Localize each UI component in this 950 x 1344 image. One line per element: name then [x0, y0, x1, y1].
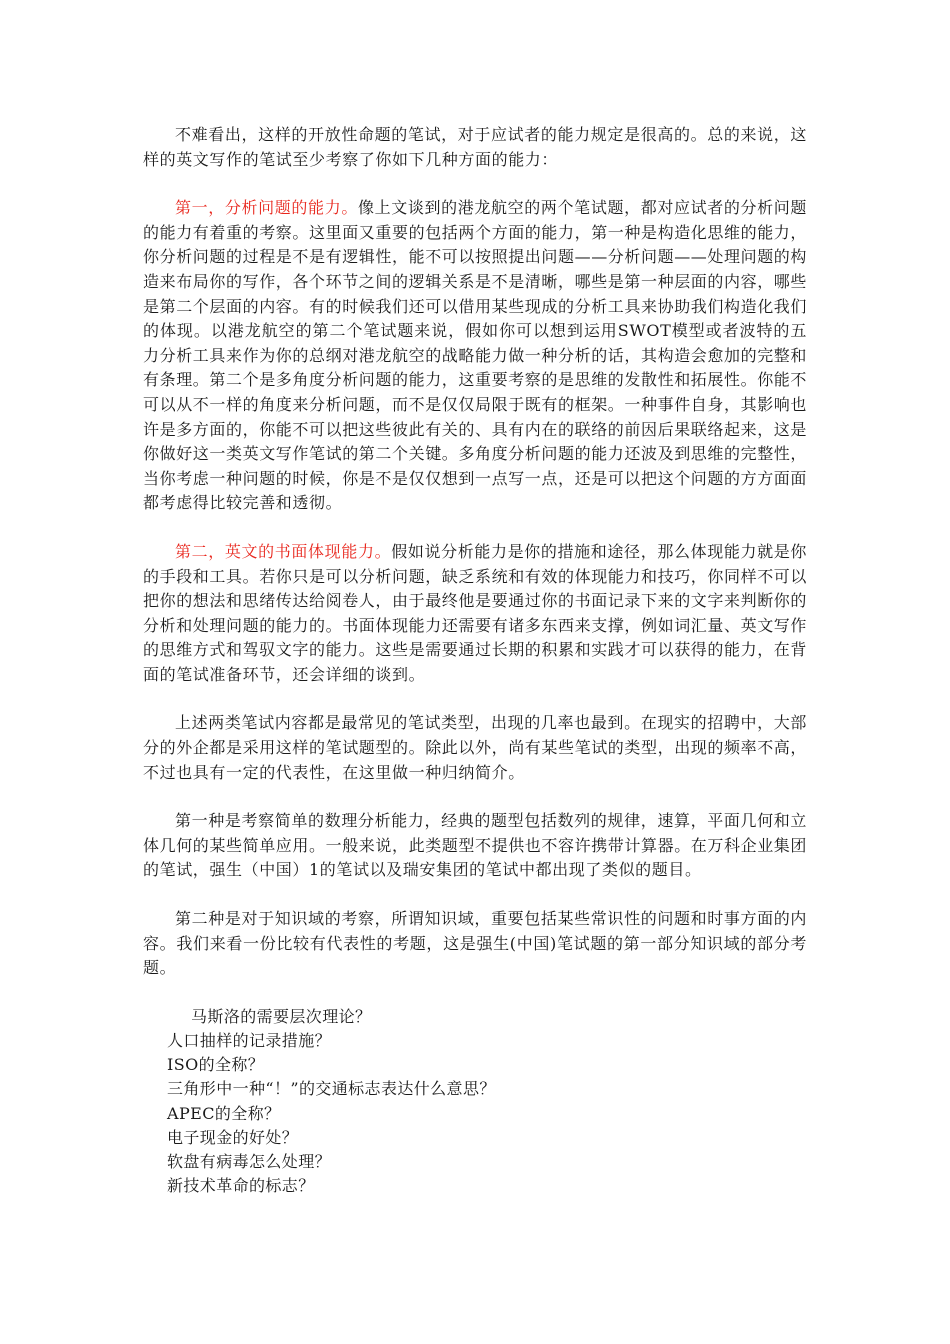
paragraph-text: 上述两类笔试内容都是最常见的笔试类型，出现的几率也最到。在现实的招聘中，大部分的外企都是采用这样的笔试题型的。除此以外，尚有某些笔试的类型，出现的频率不高，不过也具有一定的代表性，在这里做一种归纳简介。: [143, 713, 808, 782]
paragraph-text: 假如说分析能力是你的措施和途径，那么体现能力就是你的手段和工具。若你只是可以分析问题，缺乏系统和有效的体现能力和技巧，你同样不可以把你的想法和思绪传达给阅卷人，由于最终他是要通过你的书面记录下来的文字来判断你的分析和处理问题的能力的。书面体现能力还需要有诸多东西来支撑，例如词汇量、英文写作的思维方式和驾驭文字的能力。这些是需要通过长期的积累和实践才可以获得的能力，在背面的笔试准备环节，还会详细的谈到。: [143, 541, 808, 684]
question-list: [143, 1005, 807, 1199]
paragraph-text: 第一种是考察简单的数理分析能力，经典的题型包括数列的规律，速算，平面几何和立体几何的某些简单应用。一般来说，此类题型不提供也不容许携带计算器。在万科企业集团的笔试，强生（中国）1的笔试以及瑞安集团的笔试中都出现了类似的题目。: [143, 811, 808, 880]
question-item: 马斯洛的需要层次理论？: [191, 1006, 372, 1026]
question-item: 三角形中一种“！”的交通标志表达什么意思？: [167, 1079, 496, 1099]
question-item: 人口抽样的记录措施？: [167, 1031, 332, 1051]
paragraph-text: 不难看出，这样的开放性命题的笔试，对于应试者的能力规定是很高的。总的来说，这样的英文写作的笔试至少考察了你如下几种方面的能力：: [143, 125, 807, 169]
document-body: [143, 123, 807, 1198]
section-heading-writing: 第二，英文的书面体现能力。: [175, 541, 392, 561]
paragraph-text: 像上文谈到的港龙航空的两个笔试题，都对应试者的分析问题的能力有着重的考察。这里面又重要的包括两个方面的能力，第一种是构造化思维的能力，你分析问题的过程是不是有逻辑性，能不可以按照提出问题——分析问题——处理问题的构造来布局你的写作，各个环节之间的逻辑关系是不是清晰，哪些是第一种层面的内容，哪些是第二个层面的内容。有的时候我们还可以借用某些现成的分析工具来协助我们构造化我们的体现。以港龙航空的第二个笔试题来说，假如你可以想到运用SWOT模型或者波特的五力分析工具来作为你的总纲对港龙航空的战略能力做一种分析的话，其构造会愈加的完整和有条理。第二个是多角度分析问题的能力，这重要考察的是思维的发散性和拓展性。你能不可以从不一样的角度来分析问题，而不是仅仅局限于既有的框架。一种事件自身，其影响也许是多方面的，你能不可以把这些彼此有关的、具有内在的联络的前因后果联络起来，这是你做好这一类英文写作笔试的第二个关键。多角度分析问题的能力还波及到思维的完整性，当你考虑一种问题的时候，你是不是仅仅想到一点写一点，还是可以把这个问题的方方面面都考虑得比较完善和透彻。: [143, 198, 808, 513]
paragraph-writing-ability: [143, 540, 807, 688]
question-item: 新技术革命的标志？: [167, 1176, 315, 1196]
paragraph-intro: [143, 123, 807, 172]
paragraph-knowledge-domain: [143, 907, 807, 981]
paragraph-math-ability: [143, 809, 807, 883]
question-item: 软盘有病毒怎么处理？: [167, 1152, 332, 1172]
question-item: ISO的全称？: [167, 1055, 265, 1075]
question-item: 电子现金的好处？: [167, 1127, 299, 1147]
paragraph-analysis-ability: [143, 196, 807, 516]
section-heading-analysis: 第一，分析问题的能力。: [175, 198, 358, 218]
paragraph-other-types: [143, 711, 807, 785]
question-item: APEC的全称？: [167, 1103, 281, 1123]
paragraph-text: 第二种是对于知识域的考察，所谓知识域，重要包括某些常识性的问题和时事方面的内容。我们来看一份比较有代表性的考题，这是强生(中国)笔试题的第一部分知识域的部分考题。: [143, 909, 807, 978]
